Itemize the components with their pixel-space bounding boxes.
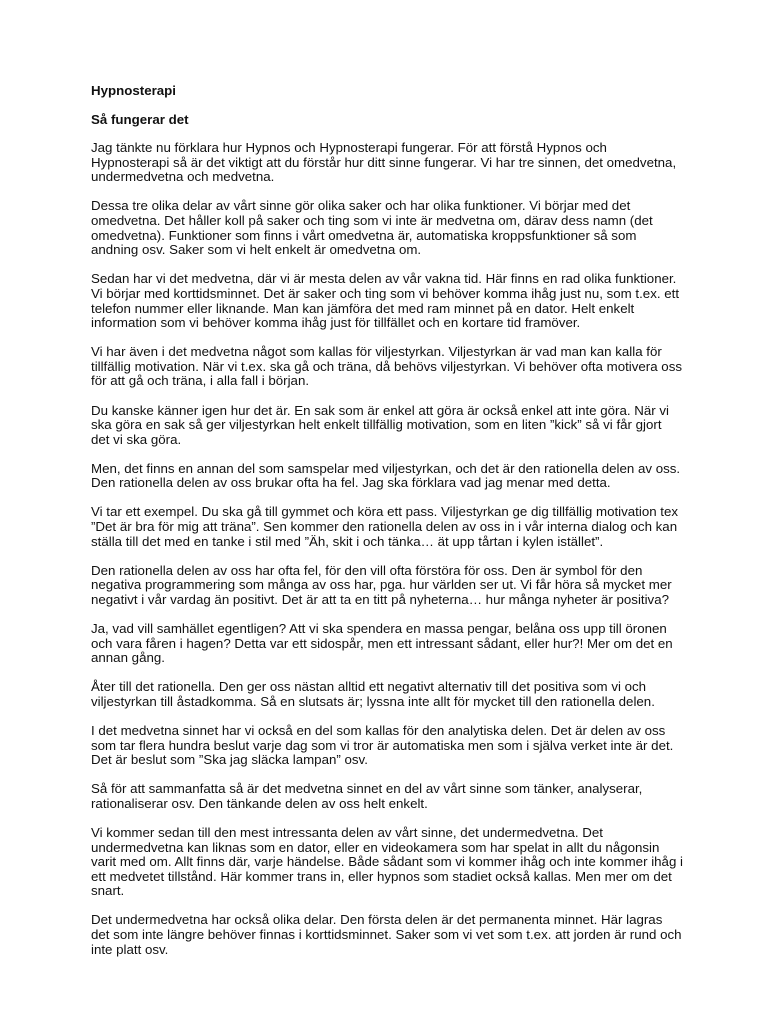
paragraph: Ja, vad vill samhället egentligen? Att vi ska spendera en massa pengar, belåna oss upp till öronen och vara fåren i hagen? Detta var ett sidospår, men ett intressant sådant, eller hur?! Mer om det en annan gång. (91, 621, 673, 666)
paragraph: Vi tar ett exempel. Du ska gå till gymmet och köra ett pass. Viljestyrkan ge dig tillfällig motivation tex ”Det är bra för mig att träna”. Sen kommer den rationella delen av oss in i vår interna dialog och kan ställa till det med en tanke i stil med ”Äh, skit i och tänka… ät upp tårtan i kylen istället”. (91, 504, 679, 549)
paragraph: Men, det finns en annan del som samspelar med viljestyrkan, och det är den rationella delen av oss. Den rationella delen av oss brukar ofta ha fel. Jag ska förklara vad jag menar med detta. (91, 460, 681, 491)
document-title: Hypnosterapi (91, 83, 176, 98)
paragraph: Vi har även i det medvetna något som kallas för viljestyrkan. Viljestyrkan är vad man kan kalla för tillfällig motivation. När vi t.ex. ska gå och träna, då behövs viljestyrkan. Vi behöver ofta motivera oss för att gå och träna, i alla fall i början. (91, 344, 683, 389)
paragraph: Du kanske känner igen hur det är. En sak som är enkel att göra är också enkel att inte göra. När vi ska göra en sak så ger viljestyrkan helt enkelt tillfällig motivation, som en liten ”kick” så vi får gjort det vi ska göra. (91, 402, 669, 447)
paragraph: Dessa tre olika delar av vårt sinne gör olika saker och har olika funktioner. Vi börjar med det omedvetna. Det håller koll på saker och ting som vi inte är medvetna om, därav dess namn (det omedvetna). Funktioner som finns i vårt omedvetna är, automatiska kroppsfunktioner så som andning osv. Saker som vi helt enkelt är omedvetna om. (91, 198, 653, 258)
paragraph: I det medvetna sinnet har vi också en del som kallas för den analytiska delen. Det är delen av oss som tar flera hundra beslut varje dag som vi tror är automatiska men som i själva verket inte är det. Det är beslut som ”Ska jag släcka lampan” osv. (91, 723, 674, 768)
paragraph: Vi kommer sedan till den mest intressanta delen av vårt sinne, det undermedvetna. Det undermedvetna kan liknas som en dator, eller en videokamera som har spelat in allt du någonsin varit med om. Allt finns där, varje händelse. Både sådant som vi kommer ihåg och inte kommer ihåg i ett medvetet tillstånd. Här kommer trans in, eller hypnos som stadiet också kallas. Men mer om det snart. (91, 824, 683, 899)
paragraph: Så för att sammanfatta så är det medvetna sinnet en del av vårt sinne som tänker, analyserar, rationaliserar osv. Den tänkande delen av oss helt enkelt. (91, 781, 643, 811)
paragraph: Sedan har vi det medvetna, där vi är mesta delen av vår vakna tid. Här finns en rad olika funktioner. Vi börjar med korttidsminnet. Det är saker och ting som vi behöver komma ihåg just nu, som t.ex. ett telefon nummer eller liknande. Man kan jämföra det med ram minnet på en dator. Helt enkelt information som vi behöver komma ihåg just för tillfället och en kortare tid framöver. (91, 271, 680, 331)
section-heading: Så fungerar det (91, 111, 189, 127)
document-body (91, 84, 683, 972)
paragraph: Åter till det rationella. Den ger oss nästan alltid ett negativt alternativ till det positiva som vi och viljestyrkan till åstadkomma. Så en slutsats är; lyssna inte allt för mycket till den rationella delen. (91, 679, 655, 709)
paragraph: Jag tänkte nu förklara hur Hypnos och Hypnosterapi fungerar. För att förstå Hypnos och Hypnosterapi så är det viktigt att du förstår hur ditt sinne fungerar. Vi har tre sinnen, det omedvetna, undermedvetna och medvetna. (91, 140, 677, 185)
paragraph: Den rationella delen av oss har ofta fel, för den vill ofta förstöra för oss. Den är symbol för den negativa programmering som många av oss har, pga. hur världen ser ut. Vi får höra så mycket mer negativt i vår vardag än positivt. Det är att ta en titt på nyheterna… hur många nyheter är positiva? (91, 562, 672, 607)
paragraph: Det undermedvetna har också olika delar. Den första delen är det permanenta minnet. Här lagras det som inte längre behöver finnas i korttidsminnet. Saker som vi vet som t.ex. att jorden är rund och inte platt osv. (91, 912, 682, 957)
